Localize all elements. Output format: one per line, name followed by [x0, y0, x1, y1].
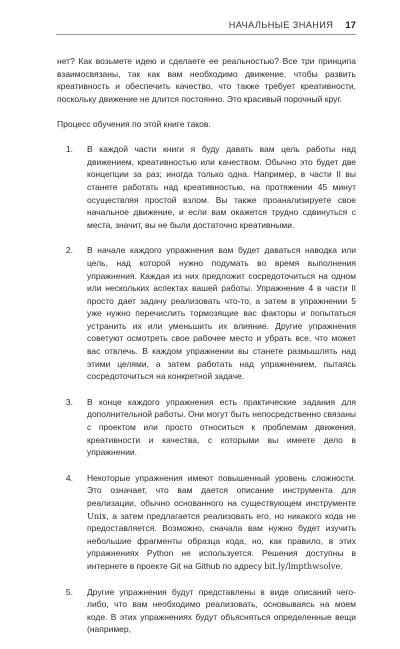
step-text: В каждой части книги я буду давать вам цель работы над движением, креативностью или качеством. Обычно это будет две концепции за раз; иногда только одна. Например, в части II вы станете работать над креативностью, на протяжении 45 минут осуществляя простой взлом. Вы также проанализируете свое начальное движение, и если вам окажется трудно сдвинуться с места, значит, вы не были достаточно креативными. — [87, 144, 356, 230]
step-number: 2. — [65, 245, 73, 256]
running-title: НАЧАЛЬНЫЕ ЗНАНИЯ — [228, 20, 334, 30]
step-text-part: , а затем предлагается реализовать его, но никакого кода не предоставляется. Возможно, сначала вам нужно будет изучить небольшие фрагменты образца кода, но, как правило, в этих упражнениях Python не используется. Решения доступны в интернете в проекте Git на Github по адресу — [87, 510, 356, 571]
step-number: 3. — [65, 396, 73, 407]
step-text: В начале каждого упражнения вам будет даваться наводка или цель, над которой нужно подумать во время выполнения упражнения. Каждая из них предложит сосредоточиться на одном или нескольких аспектах вашей работы. Упражнение 4 в части II просто дает задачу реализовать что-то, а затем в упражнении 5 уже нужно перечислить тормозящие вас факторы и попытаться устранить их или уменьшить их влияние. Другие упражнения советуют осмотреть свое рабочее место и убрать все, что может вас отвлечь. В каждом упражнении вы станете размышлять над этими целями, а затем работать над упражнением, пытаясь сосредоточиться на конкретной задаче. — [87, 245, 356, 382]
unix-term: Unix — [87, 510, 107, 521]
list-item — [57, 396, 356, 459]
step-text-part: Некоторые упражнения имеют повышенный уровень сложности. Это означает, что вам дается описание инструмента для реализации, обычно основанного на существующем инструменте — [87, 472, 356, 508]
step-number: 4. — [65, 472, 73, 483]
page-number: 17 — [345, 19, 356, 31]
process-intro: Процесс обучения по этой книге таков. — [57, 118, 211, 129]
list-item — [57, 244, 356, 383]
list-item — [57, 472, 356, 573]
intro-paragraph: нет? Как возьмете идею и сделаете ее реальностью? Все три принципа взаимосвязаны, так как вам необходимо движение, чтобы развить креативность и обеспечить качество, что также требует креативности, поскольку движение не длится постоянно. Это красивый порочный круг. — [57, 56, 356, 104]
step-text: В конце каждого упражнения есть практические задания для дополнительной работы. Они могут быть непосредственно связаны с проектом или просто относиться к проблемам движения, креативности и качества, с которыми вы имеете дело в упражнении. — [87, 396, 356, 458]
step-text-part: . — [340, 560, 343, 571]
steps-list — [57, 143, 356, 636]
running-head — [56, 16, 356, 35]
step-text — [87, 472, 356, 573]
step-number: 5. — [65, 586, 73, 597]
solutions-link[interactable]: bit.ly/lmpthwsolve — [264, 560, 341, 571]
list-item — [57, 586, 356, 636]
step-text: Другие упражнения будут представлены в виде описаний чего-либо, что вам необходимо реализовать, основываясь на моем коде. В этих упражнениях будут объясняться определенные вещи (например, — [87, 586, 356, 635]
list-item — [57, 143, 356, 231]
page-content — [57, 55, 356, 649]
step-number: 1. — [65, 144, 73, 155]
